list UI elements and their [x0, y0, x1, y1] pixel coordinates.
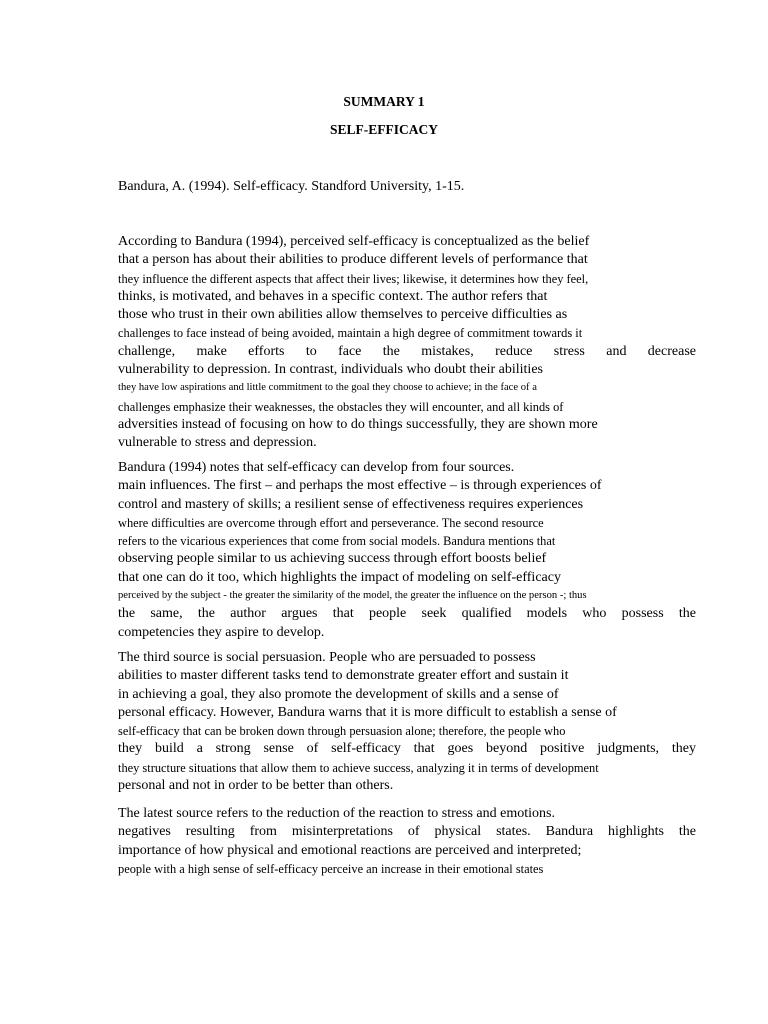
paragraph-definition: [118, 233, 696, 453]
paragraph-line: importance of how physical and emotional reactions are perceived and interpreted;: [118, 842, 582, 858]
paragraph-line: vulnerable to stress and depression.: [118, 435, 317, 451]
paragraph-line: perceived by the subject - the greater the similarity of the model, the greater the influence on the person -; thus: [118, 590, 587, 602]
paragraph-line: they influence the different aspects that affect their lives; likewise, it determines how they feel,: [118, 271, 589, 286]
paragraph-line: those who trust in their own abilities allow themselves to perceive difficulties as: [118, 307, 568, 323]
reference-citation: Bandura, A. (1994). Self-efficacy. Standford University, 1-15.: [118, 179, 465, 194]
paragraph-line: people with a high sense of self-efficacy perceive an increase in their emotional states: [118, 861, 544, 876]
paragraph-line: thinks, is motivated, and behaves in a specific context. The author refers that: [118, 288, 548, 304]
paragraph-line: the same, the author argues that people seek qualified models who possess the: [118, 606, 696, 622]
paragraph-four-sources: [118, 459, 696, 642]
paragraph-line: The latest source refers to the reduction of the reaction to stress and emotions.: [118, 806, 555, 821]
paragraph-line: vulnerability to depression. In contrast, individuals who doubt their abilities: [118, 362, 543, 378]
paragraph-line: that one can do it too, which highlights the impact of modeling on self-efficacy: [118, 569, 561, 585]
paragraph-line: personal efficacy. However, Bandura warns that it is more difficult to establish a sense of: [118, 704, 617, 720]
paragraph-line: self-efficacy that can be broken down through persuasion alone; therefore, the people who: [118, 724, 566, 739]
paragraph-line: they have low aspirations and little commitment to the goal they choose to achieve; in the face of a: [118, 382, 537, 394]
paragraph-line: they structure situations that allow them to achieve success, analyzing it in terms of development: [118, 760, 599, 775]
paragraph-line: refers to the vicarious experiences that come from social models. Bandura mentions that: [118, 534, 556, 549]
paragraph-line: challenge, make efforts to face the mistakes, reduce stress and decrease: [118, 343, 696, 359]
paragraph-line: The third source is social persuasion. People who are persuaded to possess: [118, 650, 536, 665]
document-heading: SUMMARY 1: [343, 94, 425, 109]
paragraph-line: in achieving a goal, they also promote the development of skills and a sense of: [118, 686, 559, 702]
document-subheading: SELF-EFFICACY: [329, 122, 438, 137]
paragraph-line: that a person has about their abilities to produce different levels of performance that: [118, 252, 588, 268]
paragraph-emotional-states: [118, 805, 696, 878]
paragraph-line: competencies they aspire to develop.: [118, 624, 325, 640]
paragraph-line: challenges emphasize their weaknesses, the obstacles they will encounter, and all kinds of: [118, 399, 564, 414]
paragraph-line: personal and not in order to be better than others.: [118, 778, 394, 794]
paragraph-line: According to Bandura (1994), perceived self-efficacy is conceptualized as the belief: [118, 234, 590, 249]
paragraph-line: observing people similar to us achieving success through effort boosts belief: [118, 551, 547, 567]
paragraph-line: negatives resulting from misinterpretations of physical states. Bandura highlights the: [118, 824, 696, 840]
paragraph-social-persuasion: [118, 649, 696, 795]
paragraph-line: Bandura (1994) notes that self-efficacy can develop from four sources.: [118, 460, 515, 475]
paragraph-line: where difficulties are overcome through effort and perseverance. The second resource: [118, 515, 544, 530]
paragraph-line: main influences. The first – and perhaps the most effective – is through experiences of: [118, 478, 602, 494]
paragraph-line: control and mastery of skills; a resilient sense of effectiveness requires experiences: [118, 496, 584, 512]
paragraph-line: challenges to face instead of being avoided, maintain a high degree of commitment towards it: [118, 326, 583, 341]
paragraph-line: abilities to master different tasks tend to demonstrate greater effort and sustain it: [118, 668, 569, 684]
paragraph-line: they build a strong sense of self-efficacy that goes beyond positive judgments, they: [118, 741, 696, 757]
paragraph-line: adversities instead of focusing on how to do things successfully, they are shown more: [118, 416, 598, 432]
